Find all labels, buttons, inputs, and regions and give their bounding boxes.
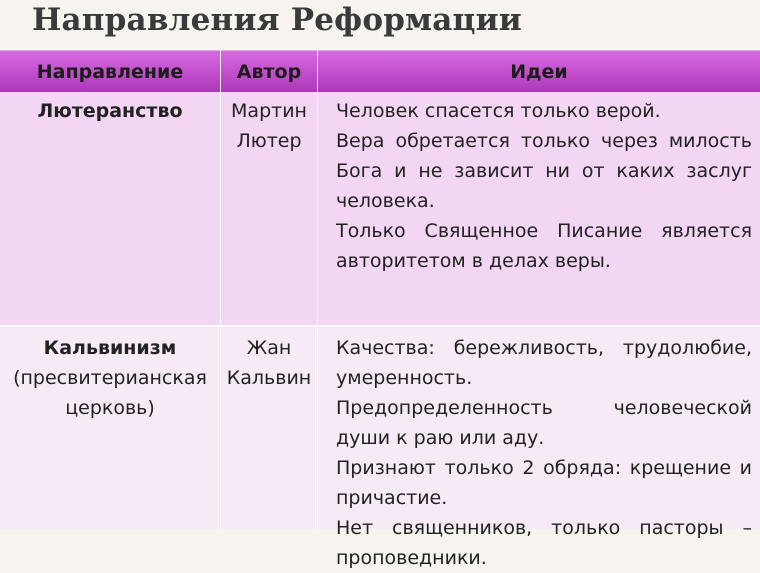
idea-item: Признают только 2 обряда: крещение и причастие. — [336, 457, 752, 509]
idea-item: Только Священное Писание является авторитетом в делах веры. — [336, 220, 752, 272]
author-last-name: Лютер — [236, 130, 302, 152]
table-header — [0, 50, 760, 95]
direction-name: Лютеранство — [37, 100, 183, 122]
column-divider — [317, 50, 318, 529]
ideas-cell — [336, 96, 752, 276]
header-direction: Направление — [36, 61, 184, 83]
direction-name: Кальвинизм — [43, 337, 177, 359]
table-row — [0, 92, 760, 327]
direction-cell — [4, 96, 216, 126]
ideas-cell — [336, 333, 752, 573]
author-cell — [221, 333, 317, 393]
direction-note: (пресвитерианская церковь) — [13, 367, 207, 419]
idea-item: Предопределенность человеческой души к раю или аду. — [336, 397, 752, 449]
author-last-name: Кальвин — [226, 367, 312, 389]
header-ideas: Идеи — [510, 61, 568, 83]
direction-cell — [4, 333, 216, 423]
table-row — [0, 327, 760, 569]
author-cell — [221, 96, 317, 156]
header-author: Автор — [236, 61, 302, 83]
idea-item: Качества: бережливость, трудолюбие, умеренность. — [336, 337, 752, 389]
author-first-name: Мартин — [231, 100, 307, 122]
idea-item: Человек спасется только верой. — [336, 100, 661, 122]
page-title: Направления Реформации — [32, 2, 522, 38]
column-divider — [220, 50, 221, 529]
reformation-table — [0, 50, 760, 569]
idea-item: Вера обретается только через милость Бога и не зависит ни от каких заслуг человека. — [336, 130, 752, 212]
idea-item: Нет священников, только пасторы – проповедники. — [336, 517, 752, 569]
author-first-name: Жан — [246, 337, 292, 359]
